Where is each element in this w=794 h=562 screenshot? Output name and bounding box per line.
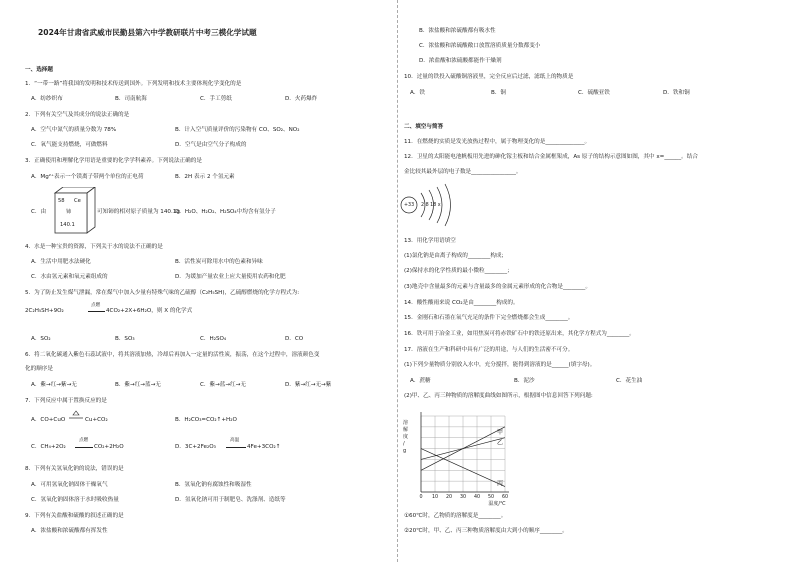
q3-option-d: D．H₂O、H₂O₂、H₂SO₄中均含有氢分子 xyxy=(175,209,276,215)
series-label-0: 甲 xyxy=(497,428,504,436)
q1-option-b: B．司南航海 xyxy=(115,96,147,102)
q2-option-d: D．空气是由空气分子构成的 xyxy=(175,142,247,148)
q17-1-option-a: A．蔗糖 xyxy=(410,378,431,384)
q13-part-2: (2)保持水的化学性质的最小微粒________； xyxy=(404,268,513,274)
y-axis-label-char-2: 度 xyxy=(403,434,409,440)
q9-stem: 9．下列有关盐酸和硫酸的叙述正确的是 xyxy=(25,513,124,519)
x-tick-label-30: 30 xyxy=(459,495,467,500)
x-tick-label-20: 20 xyxy=(445,495,453,500)
q2-stem: 2．下列有关空气及其成分的说法正确的是 xyxy=(25,112,130,118)
q5-option-c: C．H₂SO₄ xyxy=(200,336,227,342)
q7-option-c-condition: 点燃 xyxy=(79,438,89,443)
exam-title: 2024年甘肃省武威市民勤县第六中学教研联片中考三模化学试题 xyxy=(38,28,257,37)
q13-part-3: (3)地壳中含量最多的元素与含量最多的金属元素形成的化合物是________。 xyxy=(404,284,591,290)
q9-option-d: D．浓盐酸和浓硫酸都能作干燥剂 xyxy=(419,58,502,64)
series-label-1: 乙 xyxy=(497,439,504,447)
q7-option-d-left: D．3C+2Fe₂O₃ xyxy=(175,444,216,450)
q4-option-c: C．水由氢元素和氧元素组成的 xyxy=(31,274,108,280)
cerium-mass: 140.1 xyxy=(60,222,75,228)
q6-option-d: D．紫→红→无→紫 xyxy=(285,382,332,388)
q5-equation-condition: 点燃 xyxy=(91,303,101,308)
q6-option-b: B．紫→红→蓝→无 xyxy=(115,382,161,388)
q3-option-a: A．Mg²⁺表示一个镁离子带两个单位的正电荷 xyxy=(31,174,144,180)
q3-stem: 3．正确使用和理解化学用语是重要的化学学科素养。下列说法正确的是 xyxy=(25,158,202,164)
cerium-atomic-number: 58 xyxy=(58,198,65,204)
q17-part-2: (2)甲、乙、丙三种物质的溶解度曲线如图所示，根据图中信息回答下列问题: xyxy=(404,393,593,399)
y-axis-label-char-1: 解 xyxy=(403,427,409,433)
q9-option-c: C．浓盐酸和浓硫酸敞口放置溶质质量分数都变小 xyxy=(419,43,541,49)
q17-1-option-c: C．花生油 xyxy=(616,378,643,384)
x-tick-label-60: 60 xyxy=(501,495,509,500)
q7-option-c-right: CO₂+2H₂O xyxy=(94,444,124,450)
x-tick-label-50: 50 xyxy=(487,495,495,500)
x-tick-label-10: 10 xyxy=(431,495,439,500)
q12-stem-cont: 金比较其最外层的电子数是________________。 xyxy=(404,169,522,175)
q7-option-c-arrow xyxy=(75,447,93,448)
q4-option-d: D．为缓加产量农业上应大量使用农药和化肥 xyxy=(175,274,286,280)
cerium-symbol: Ce xyxy=(74,198,81,204)
q17-stem: 17．溶液在生产和科研中具有广泛的用途，与人们的生活密不可分。 xyxy=(404,347,574,353)
q7-option-b: B．H₂CO₃=CO₂↑+H₂O xyxy=(175,417,237,423)
q7-option-d-arrow xyxy=(226,447,246,448)
q7-option-d-right: 4Fe+3CO₂↑ xyxy=(247,444,281,450)
q13-stem: 13．用化学用语填空 xyxy=(404,238,456,244)
right-column xyxy=(397,0,794,562)
q10-option-b: B．铜 xyxy=(491,90,507,96)
y-axis-label-char-4: g xyxy=(403,448,407,454)
q5-equation-right: 4CO₂+2X+6H₂O，则 X 的化学式 xyxy=(106,308,193,314)
q1-option-a: A．纺纱织布 xyxy=(31,96,63,102)
q1-option-c: C．手工剪纸 xyxy=(200,96,232,102)
q17-part-1: (1)下列少量物质分别放入水中，充分搅拌，能得到溶液的是______(填字母)。 xyxy=(404,362,596,368)
q6-stem: 6．将二氧化碳通入紫色石蕊试液中，将其溶液加热，冷却后再加入一定量的活性炭，振荡，在这个过程中，溶液颜色变 xyxy=(25,352,320,358)
q5-option-a: A．SO₂ xyxy=(31,336,51,342)
cerium-name: 铈 xyxy=(66,209,72,215)
q10-stem: 10．过量的铁投入硫酸铜溶液里，完全反应后过滤，滤纸上的物质是 xyxy=(404,74,574,80)
y-axis-label-char-3: / xyxy=(403,441,405,447)
q3-option-b: B．2H 表示 2 个氢元素 xyxy=(175,174,235,180)
q3-option-c-text: 可知铈的相对原子质量为 140.1g xyxy=(97,209,180,215)
q12-stem: 12．卫星的太阳能电池帆板用先进的砷化镓主板和结合金属框架成，As 原子的结构示意图如图，其中 x=______。结合 xyxy=(404,154,698,160)
q7-heat-arrow xyxy=(68,410,84,420)
q8-option-c: C．氢氧化钠固体溶于水时吸收热量 xyxy=(31,497,119,503)
q4-stem: 4．水是一种宝贵的资源，下列关于水的说法不正确的是 xyxy=(25,244,163,250)
q17-2-question-ii: ②20℃时，甲、乙、丙三种物质溶解度由大到小的顺序________。 xyxy=(404,528,568,534)
q7-stem: 7．下列反应中属于置换反应的是 xyxy=(25,398,107,404)
q7-option-a-left: A．CO+CuO xyxy=(31,417,66,423)
q2-option-b: B．计入空气质量评价的污染物有 CO、SO₂、NO₂ xyxy=(175,127,300,133)
q10-option-a: A．铁 xyxy=(410,90,426,96)
atom-shell-electrons: 2 8 18 x xyxy=(421,203,441,208)
q9-option-b: B．浓盐酸和浓硫酸都有吸水性 xyxy=(419,28,496,34)
q14-stem: 14．酸性酸雨来说 CO₂是由________构成的。 xyxy=(404,300,519,306)
section-2-heading: 二、填空与简答 xyxy=(404,124,444,130)
q8-stem: 8．下列有关氢氧化钠的说法，错误的是 xyxy=(25,466,124,472)
x-axis-label: 温度/℃ xyxy=(488,501,506,506)
q4-option-b: B．活性炭可除用水中的色素和异味 xyxy=(175,259,263,265)
q4-option-a: A．生活中用肥水法硬化 xyxy=(31,259,91,265)
q1-option-d: D．火药爆炸 xyxy=(285,96,318,102)
q5-equation-left: 2C₂H₅SH+9O₂ xyxy=(25,308,64,314)
q15-stem: 15．金刚石和石墨在氧气充足的条件下完全燃烧都会生成________。 xyxy=(404,315,574,321)
q1-stem: 1．“一带一路”将我国的发明和技术传送到国外。下列发明和技术主要体现化学变化的是 xyxy=(25,81,242,87)
cerium-element-card xyxy=(49,193,89,233)
q10-option-d: D．铁和铜 xyxy=(663,90,690,96)
q8-option-b: B．氢氧化钠有腐蚀性和吸湿性 xyxy=(175,482,252,488)
q5-option-d: D．CO xyxy=(285,336,304,342)
q5-option-b: B．SO₃ xyxy=(115,336,135,342)
q10-option-c: C．硫酸亚铁 xyxy=(578,90,610,96)
q6-option-c: C．紫→蓝→红→无 xyxy=(200,382,246,388)
series-label-2: 丙 xyxy=(497,480,504,488)
q5-stem: 5．为了防止发生煤气泄漏，常在煤气中加入少量有特殊气味的乙硫醇（C₂H₅SH)，乙硫醇燃烧的化学方程式为: xyxy=(25,290,300,296)
solubility-chart xyxy=(399,406,517,506)
q2-option-a: A．空气中氮气的质量分数为 78% xyxy=(31,127,117,133)
q7-option-c-left: C．CH₄+2O₂ xyxy=(31,444,66,450)
q6-stem-cont: 化的顺序是 xyxy=(25,366,53,372)
q16-stem: 16．铁可用于冶金工业，如用焦炭可将赤铁矿石中的铁还原出来，其化学方程式为________。 xyxy=(404,331,635,337)
section-1-heading: 一、选择题 xyxy=(25,67,53,73)
q7-option-d-condition: 高温 xyxy=(230,438,240,443)
q9-option-a: A．浓盐酸和浓硫酸都有挥发性 xyxy=(31,528,108,534)
q17-1-option-b: B．泥沙 xyxy=(514,378,535,384)
y-axis-label-char-0: 溶 xyxy=(403,420,409,426)
q6-option-a: A．紫→红→紫→无 xyxy=(31,382,77,388)
x-tick-label-40: 40 xyxy=(473,495,481,500)
q2-option-c: C．氧气能支持燃烧，可做燃料 xyxy=(31,142,108,148)
q3-option-c-prefix: C．由 xyxy=(31,209,47,215)
x-tick-label-0: 0 xyxy=(419,495,423,500)
q17-2-question-i: ①60℃时，乙物质的溶解度是________。 xyxy=(404,513,507,519)
q8-option-d: D．氢氧化钠可用于制肥皂、洗涤剂、造纸等 xyxy=(175,497,286,503)
q8-option-a: A．可用氢氧化钠固体干燥氧气 xyxy=(31,482,108,488)
atom-nucleus-label: +33 xyxy=(404,203,415,208)
q5-equation-arrow xyxy=(88,311,105,312)
q7-option-a-right: Cu+CO₂ xyxy=(85,417,108,423)
q13-part-1: (1)氯化钠是由离子构成的________构成； xyxy=(404,253,508,259)
q11-stem: 11．在燃烧的实质是发光放热过程中，属于物理变化的是______________。 xyxy=(404,139,591,145)
